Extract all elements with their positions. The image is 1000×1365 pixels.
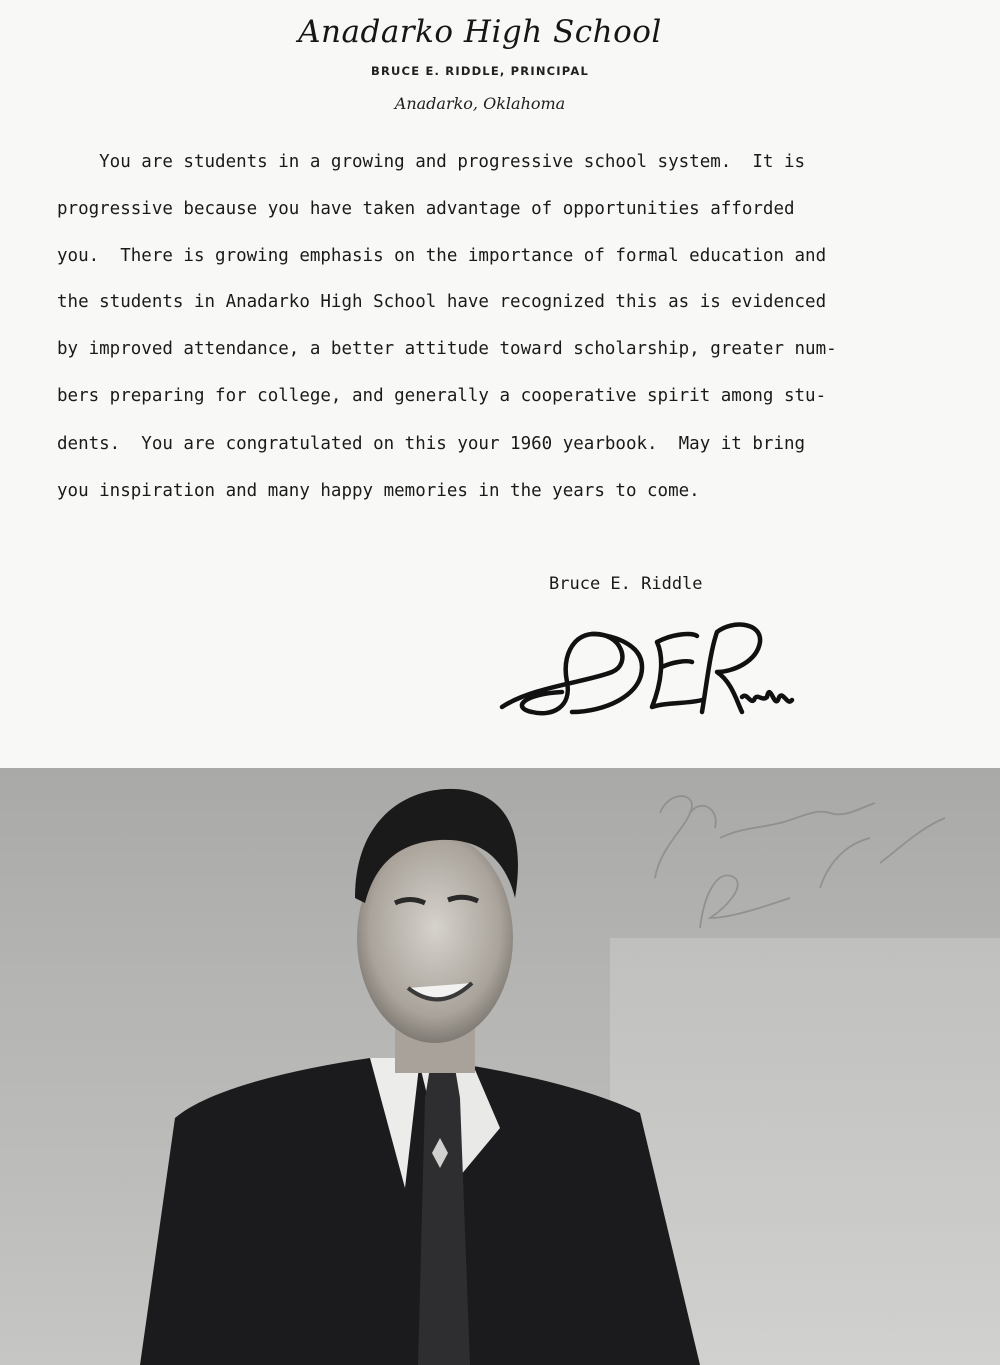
letter-line: the students in Anadarko High School have recognized this as is evidenced — [57, 292, 827, 312]
typed-signature: Bruce E. Riddle — [549, 574, 703, 594]
school-name: Anadarko High School — [298, 14, 662, 50]
photo-inscription — [655, 796, 945, 928]
letter-line: you. There is growing emphasis on the importance of formal education and — [57, 246, 827, 266]
inscription-text: Best wishes Bruce E Riddle — [980, 1358, 994, 1359]
letter-line: you inspiration and many happy memories in the years to come. — [57, 481, 700, 501]
handwritten-signature — [492, 612, 812, 742]
school-location: Anadarko, Oklahoma — [394, 94, 566, 113]
principal-line: BRUCE E. RIDDLE, PRINCIPAL — [371, 64, 589, 78]
letter-line: by improved attendance, a better attitude toward scholarship, greater num- — [57, 339, 837, 359]
letter-line: You are students in a growing and progressive school system. It is — [57, 152, 806, 172]
principal-photo — [0, 768, 1000, 1365]
letter-line: progressive because you have taken advantage of opportunities afforded — [57, 199, 795, 219]
letter-line: bers preparing for college, and generally a cooperative spirit among stu- — [57, 386, 827, 406]
letter-line: dents. You are congratulated on this your 1960 yearbook. May it bring — [57, 434, 806, 454]
